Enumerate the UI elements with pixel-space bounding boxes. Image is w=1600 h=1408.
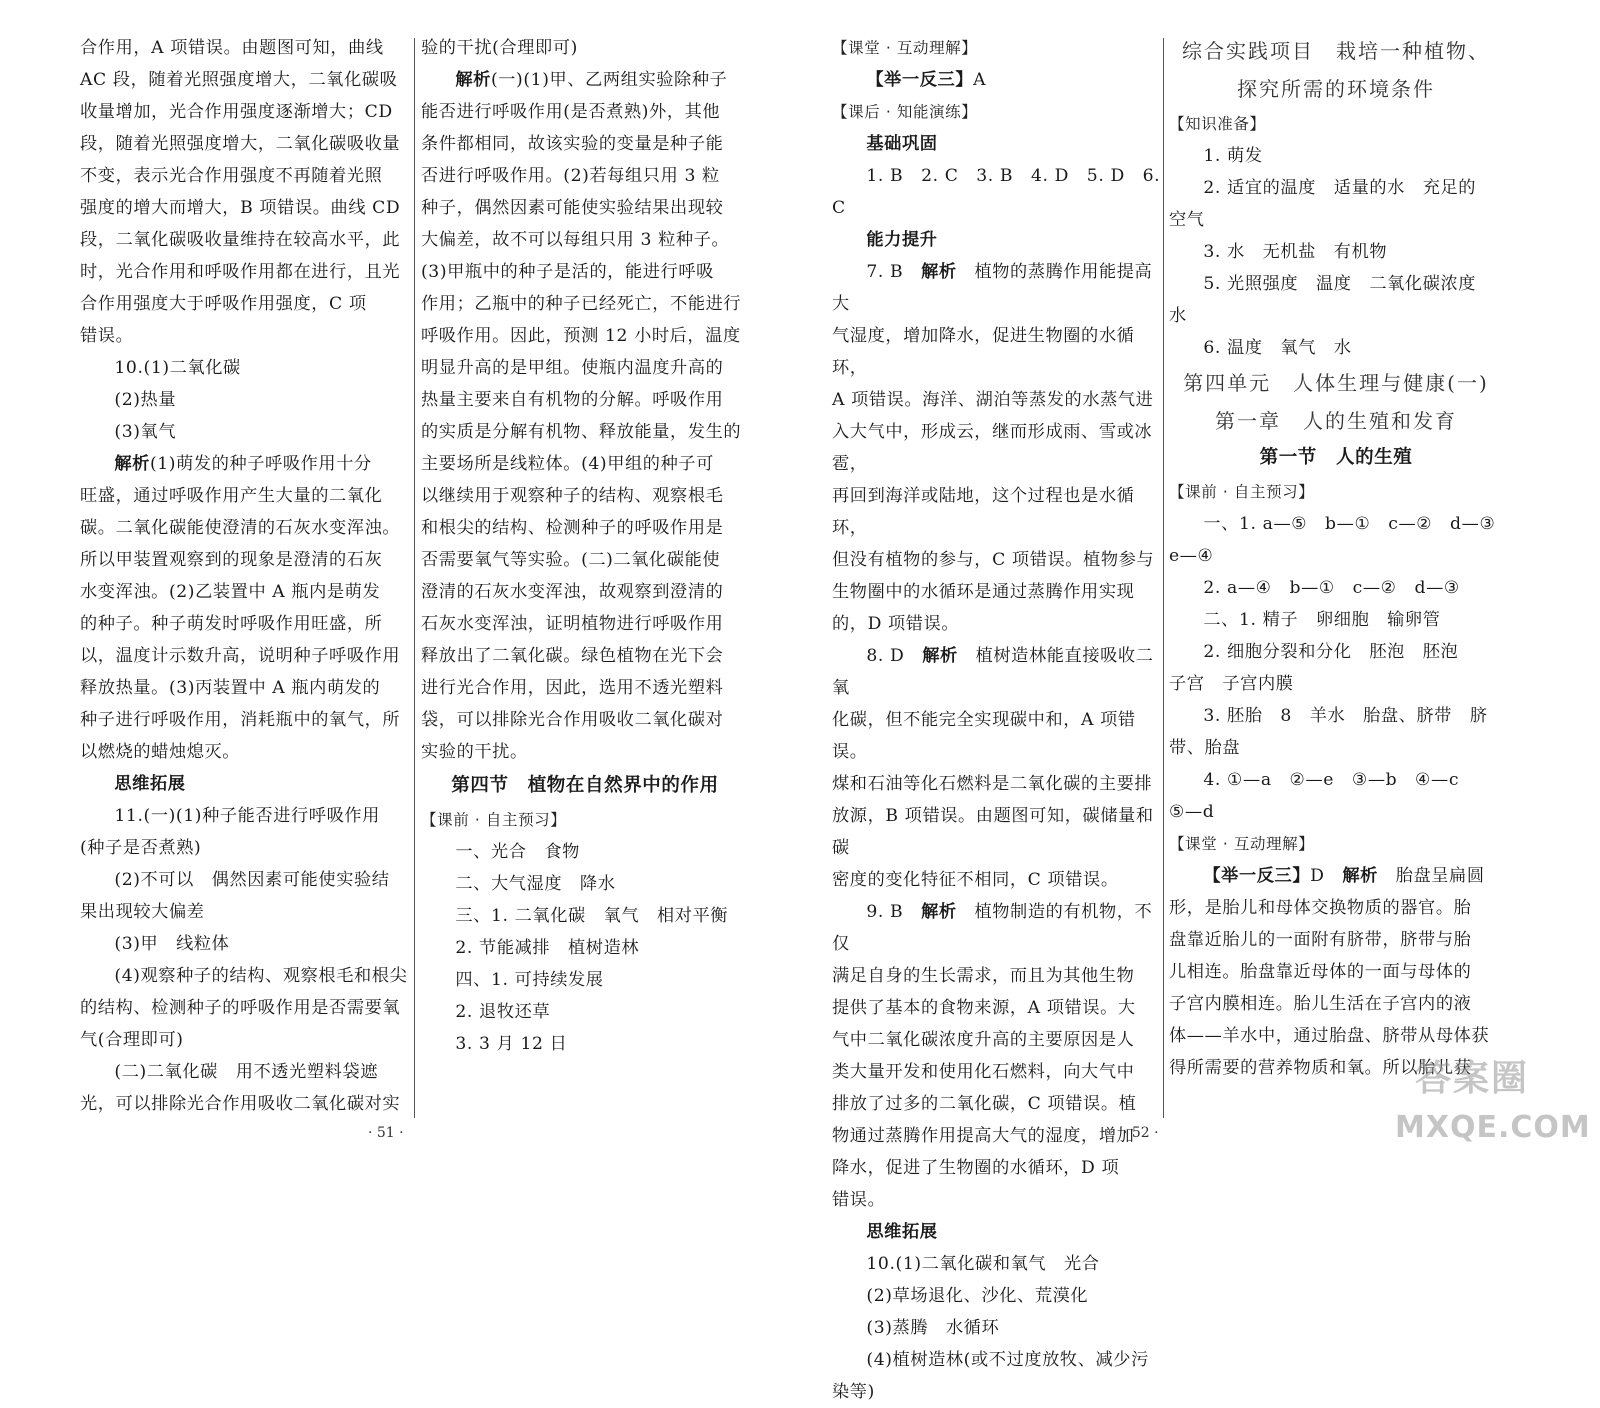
text-line: 密度的变化特征不相同，C 项错误。 <box>832 870 1119 890</box>
text-line: AC 段，随着光照强度增大，二氧化碳吸 <box>80 70 398 90</box>
text-line: 降水，促进了生物圈的水循环，D 项 <box>832 1158 1120 1178</box>
column-3 <box>832 32 1162 1408</box>
answer-line: 一、光合 食物 <box>455 842 580 862</box>
watermark-url: MXQE.COM <box>1395 1110 1591 1145</box>
text-line: 类大量开发和使用化石燃料，向大气中 <box>832 1062 1135 1082</box>
text-line: 果出现较大偏差 <box>80 902 205 922</box>
text-line: 种子进行呼吸作用，消耗瓶中的氧气，所 <box>80 710 401 730</box>
analysis-paragraph <box>80 448 412 480</box>
text-line: 段，二氧化碳吸收量维持在较高水平，此 <box>80 230 401 250</box>
answer-line: 二、大气湿度 降水 <box>455 874 616 894</box>
text-line: 以，温度计示数升高，说明种子呼吸作用 <box>80 646 401 666</box>
analysis-paragraph <box>421 64 749 96</box>
text-line: 儿相连。胎盘靠近母体的一面与母体的 <box>1169 962 1472 982</box>
subsection-tag: 【课前 · 自主预习】 <box>1169 483 1315 501</box>
text-line: 时，光合作用和呼吸作用都在进行，且光 <box>80 262 401 282</box>
column-2 <box>421 32 749 1060</box>
text-line: 煤和石油等化石燃料是二氧化碳的主要排 <box>832 774 1153 794</box>
answer-10-2: (2)热量 <box>114 390 177 410</box>
section-heading: 思维拓展 <box>866 1222 938 1242</box>
text-line: 空气 <box>1169 210 1205 230</box>
analysis-label: 解析 <box>1342 866 1378 886</box>
answer-value: 8. D <box>866 646 905 666</box>
text-line: 的实质是分解有机物、释放能量，发生的 <box>421 422 742 442</box>
answer-value: A <box>973 70 987 90</box>
text-line: (1)萌发的种子呼吸作用十分 <box>149 454 372 474</box>
column-divider <box>414 38 415 1118</box>
answer-7 <box>832 256 1162 320</box>
answer-line: 2. 适宜的温度 适量的水 充足的 <box>1203 178 1477 198</box>
text-line: 合作用，A 项错误。由题图可知，曲线 <box>80 38 384 58</box>
text-line: 实验的干扰。 <box>421 742 528 762</box>
column-1 <box>80 32 412 1120</box>
text-line: 排放了过多的二氧化碳，C 项错误。植 <box>832 1094 1137 1114</box>
text-line: A 项错误。海洋、湖泊等蒸发的水蒸气进 <box>832 390 1154 410</box>
answer-line: 2. 退牧还草 <box>455 1002 551 1022</box>
answer-line: 3. 水 无机盐 有机物 <box>1203 242 1388 262</box>
text-line: 明显升高的是甲组。使瓶内温度升高的 <box>421 358 724 378</box>
answer-line: 三、1. 二氧化碳 氧气 相对平衡 <box>455 906 729 926</box>
text-line: 子宫 子宫内膜 <box>1169 674 1294 694</box>
column-4 <box>1169 32 1503 1084</box>
text-line: 收量增加，光合作用强度逐渐增大；CD <box>80 102 393 122</box>
answer-line: 6. 温度 氧气 水 <box>1203 338 1352 358</box>
text-line: 种子，偶然因素可能使实验结果出现较 <box>421 198 724 218</box>
column-divider <box>1163 38 1164 1118</box>
watermark <box>1395 1050 1591 1168</box>
answer-line: 四、1. 可持续发展 <box>455 970 604 990</box>
text-line: 气中二氧化碳浓度升高的主要原因是人 <box>832 1030 1135 1050</box>
text-line: 呼吸作用。因此，预测 12 小时后，温度 <box>421 326 741 346</box>
answer-10-3: (3)氧气 <box>114 422 177 442</box>
answer-line: 3. 3 月 12 日 <box>455 1034 568 1054</box>
text-line: 所以甲装置观察到的现象是澄清的石灰 <box>80 550 383 570</box>
text-line: 子宫内膜相连。胎儿生活在子宫内的液 <box>1169 994 1472 1014</box>
text-line: 合作用强度大于呼吸作用强度，C 项 <box>80 294 367 314</box>
answer-8 <box>832 640 1162 704</box>
analysis-label: 解析 <box>114 454 150 474</box>
answer-11-3: (3)甲 线粒体 <box>114 934 230 954</box>
example-label: 【举一反三】 <box>866 70 974 90</box>
text-line: 生物圈中的水循环是通过蒸腾作用实现 <box>832 582 1135 602</box>
text-line: 以燃烧的蜡烛熄灭。 <box>80 742 241 762</box>
text-line: 提供了基本的食物来源，A 项错误。大 <box>832 998 1136 1018</box>
analysis-label: 解析 <box>455 70 491 90</box>
text-line: 以继续用于观察种子的结构、观察根毛 <box>421 486 724 506</box>
text-line: 错误。 <box>80 326 134 346</box>
text-line: 气(合理即可) <box>80 1030 184 1050</box>
text-line: 旺盛，通过呼吸作用产生大量的二氧化 <box>80 486 383 506</box>
text-line: 形，是胎儿和母体交换物质的器官。胎 <box>1169 898 1472 918</box>
answer-10-1: 10.(1)二氧化碳和氧气 光合 <box>866 1254 1100 1274</box>
text-line: 满足自身的生长需求，而且为其他生物 <box>832 966 1135 986</box>
answer-line: 3. 胚胎 8 羊水 胎盘、脐带 脐 <box>1203 706 1488 726</box>
text-line: ⑤—d <box>1169 802 1215 822</box>
answer-line <box>1169 860 1503 892</box>
watermark-logo-text: 答案圈 <box>1415 1058 1530 1099</box>
analysis-label: 解析 <box>922 646 958 666</box>
text-line: 碳。二氧化碳能使澄清的石灰水变浑浊。 <box>80 518 401 538</box>
text-line: 水 <box>1169 306 1187 326</box>
answer-11-4: (4)观察种子的结构、观察根毛和根尖 <box>114 966 408 986</box>
text-line: 带、胎盘 <box>1169 738 1241 758</box>
text-line: 强度的增大而增大，B 项错误。曲线 CD <box>80 198 401 218</box>
subsection-tag: 【课堂 · 互动理解】 <box>832 39 978 57</box>
text-line: 放源，B 项错误。由题图可知，碳储量和碳 <box>832 806 1154 858</box>
answer-value: D <box>1310 866 1325 886</box>
text-line: 段，随着光照强度增大，二氧化碳吸收量 <box>80 134 401 154</box>
answer-9 <box>832 896 1162 960</box>
text-line: 化碳，但不能完全实现碳中和，A 项错误。 <box>832 710 1136 762</box>
section-title: 第一节 人的生殖 <box>1259 447 1413 468</box>
answer-10-1: 10.(1)二氧化碳 <box>114 358 241 378</box>
text-line: 验的干扰(合理即可) <box>421 38 578 58</box>
analysis-label: 解析 <box>921 262 957 282</box>
unit-title: 第四单元 人体生理与健康(一) <box>1183 371 1489 395</box>
text-line: 体——羊水中，通过胎盘、脐带从母体获 <box>1169 1026 1490 1046</box>
section-heading: 能力提升 <box>866 230 938 250</box>
answer-11-1: 11.(一)(1)种子能否进行呼吸作用 <box>114 806 380 826</box>
answer-line: 2. a—④ b—① c—② d—③ <box>1203 578 1460 598</box>
answer-line: 1. B 2. C 3. B 4. D 5. D 6. C <box>832 166 1161 218</box>
section-heading: 思维拓展 <box>114 774 186 794</box>
text-line: 主要场所是线粒体。(4)甲组的种子可 <box>421 454 714 474</box>
text-line: (3)甲瓶中的种子是活的，能进行呼吸 <box>421 262 714 282</box>
answer-line: 1. 萌发 <box>1203 146 1263 166</box>
text-line: (种子是否煮熟) <box>80 838 202 858</box>
answer-10-2: (2)草场退化、沙化、荒漠化 <box>866 1286 1089 1306</box>
text-line: 染等) <box>832 1382 875 1402</box>
text-line: 的，D 项错误。 <box>832 614 960 634</box>
example-label: 【举一反三】 <box>1203 866 1311 886</box>
project-title-cont: 探究所需的环境条件 <box>1237 77 1435 101</box>
text-line: 植树造林能直接吸收二氧 <box>832 646 1154 698</box>
answer-line: 一、1. a—⑤ b—① c—② d—③ <box>1203 514 1496 534</box>
text-line: 入大气中，形成云，继而形成雨、雪或冰雹， <box>832 422 1153 474</box>
text-line: 和根尖的结构、检测种子的呼吸作用是 <box>421 518 724 538</box>
text-line: 植物制造的有机物，不仅 <box>832 902 1153 954</box>
text-line: 作用；乙瓶中的种子已经死亡，不能进行 <box>421 294 742 314</box>
text-line: 能否进行呼吸作用(是否煮熟)外，其他 <box>421 102 721 122</box>
text-line: e—④ <box>1169 546 1214 566</box>
subsection-tag: 【知识准备】 <box>1169 115 1266 133</box>
text-line: 不变，表示光合作用强度不再随着光照 <box>80 166 383 186</box>
text-line: 释放出了二氧化碳。绿色植物在光下会 <box>421 646 724 666</box>
text-line: 得所需要的营养物质和氧。所以胎儿获 <box>1169 1058 1472 1078</box>
analysis-label: 解析 <box>921 902 957 922</box>
chapter-title: 第一章 人的生殖和发育 <box>1215 409 1457 433</box>
section-heading: 基础巩固 <box>866 134 938 154</box>
answer-line: 4. ①—a ②—e ③—b ④—c <box>1203 770 1460 790</box>
answer-10-3: (3)蒸腾 水循环 <box>866 1318 1000 1338</box>
text-line: 气湿度，增加降水，促进生物圈的水循环， <box>832 326 1135 378</box>
text-line: 否进行呼吸作用。(2)若每组只用 3 粒 <box>421 166 720 186</box>
answer-line <box>832 64 1162 96</box>
page-number: · 51 · <box>368 1125 404 1141</box>
subsection-tag: 【课后 · 知能演练】 <box>832 103 978 121</box>
section-title: 第四节 植物在自然界中的作用 <box>451 775 719 796</box>
text-line: 条件都相同，故该实验的变量是种子能 <box>421 134 724 154</box>
answer-value: 9. B <box>866 902 904 922</box>
text-line: 的结构、检测种子的呼吸作用是否需要氧 <box>80 998 401 1018</box>
answer-11-2: (2)不可以 偶然因素可能使实验结 <box>114 870 390 890</box>
text-line: 澄清的石灰水变浑浊，故观察到澄清的 <box>421 582 724 602</box>
text-line: 光，可以排除光合作用吸收二氧化碳对实 <box>80 1094 401 1114</box>
answer-line: 二、1. 精子 卵细胞 输卵管 <box>1203 610 1441 630</box>
answer-line: 2. 节能减排 植树造林 <box>455 938 640 958</box>
text-line: 但没有植物的参与，C 项错误。植物参与 <box>832 550 1155 570</box>
text-line: 植物的蒸腾作用能提高大 <box>832 262 1153 314</box>
text-line: 否需要氧气等实验。(二)二氧化碳能使 <box>421 550 721 570</box>
text-line: 大偏差，故不可以每组只用 3 粒种子。 <box>421 230 730 250</box>
text-line: 再回到海洋或陆地，这个过程也是水循环， <box>832 486 1135 538</box>
answer-10-4: (4)植树造林(或不过度放牧、减少污 <box>866 1350 1149 1370</box>
text-line: 释放热量。(3)丙装置中 A 瓶内萌发的 <box>80 678 381 698</box>
answer-11-part2: (二)二氧化碳 用不透光塑料袋遮 <box>114 1062 379 1082</box>
text-line: 进行光合作用，因此，选用不透光塑料 <box>421 678 724 698</box>
subsection-tag: 【课前 · 自主预习】 <box>421 811 567 829</box>
text-line: 热量主要来自有机物的分解。呼吸作用 <box>421 390 724 410</box>
answer-value: 7. B <box>866 262 904 282</box>
text-line: 袋，可以排除光合作用吸收二氧化碳对 <box>421 710 724 730</box>
text-line: (一)(1)甲、乙两组实验除种子 <box>490 70 728 90</box>
text-line: 水变浑浊。(2)乙装置中 A 瓶内是萌发 <box>80 582 381 602</box>
answer-line: 5. 光照强度 温度 二氧化碳浓度 <box>1203 274 1477 294</box>
text-line: 的种子。种子萌发时呼吸作用旺盛，所 <box>80 614 383 634</box>
text-line: 胎盘呈扁圆 <box>1395 866 1485 886</box>
text-line: 石灰水变浑浊，证明植物进行呼吸作用 <box>421 614 724 634</box>
text-line: 错误。 <box>832 1190 886 1210</box>
project-title: 综合实践项目 栽培一种植物、 <box>1182 39 1490 63</box>
text-line: 物通过蒸腾作用提高大气的湿度，增加 <box>832 1126 1135 1146</box>
page-number: · 52 · <box>1123 1125 1159 1141</box>
answer-line: 2. 细胞分裂和分化 胚泡 胚泡 <box>1203 642 1459 662</box>
text-line: 盘靠近胎儿的一面附有脐带，脐带与胎 <box>1169 930 1472 950</box>
subsection-tag: 【课堂 · 互动理解】 <box>1169 835 1315 853</box>
